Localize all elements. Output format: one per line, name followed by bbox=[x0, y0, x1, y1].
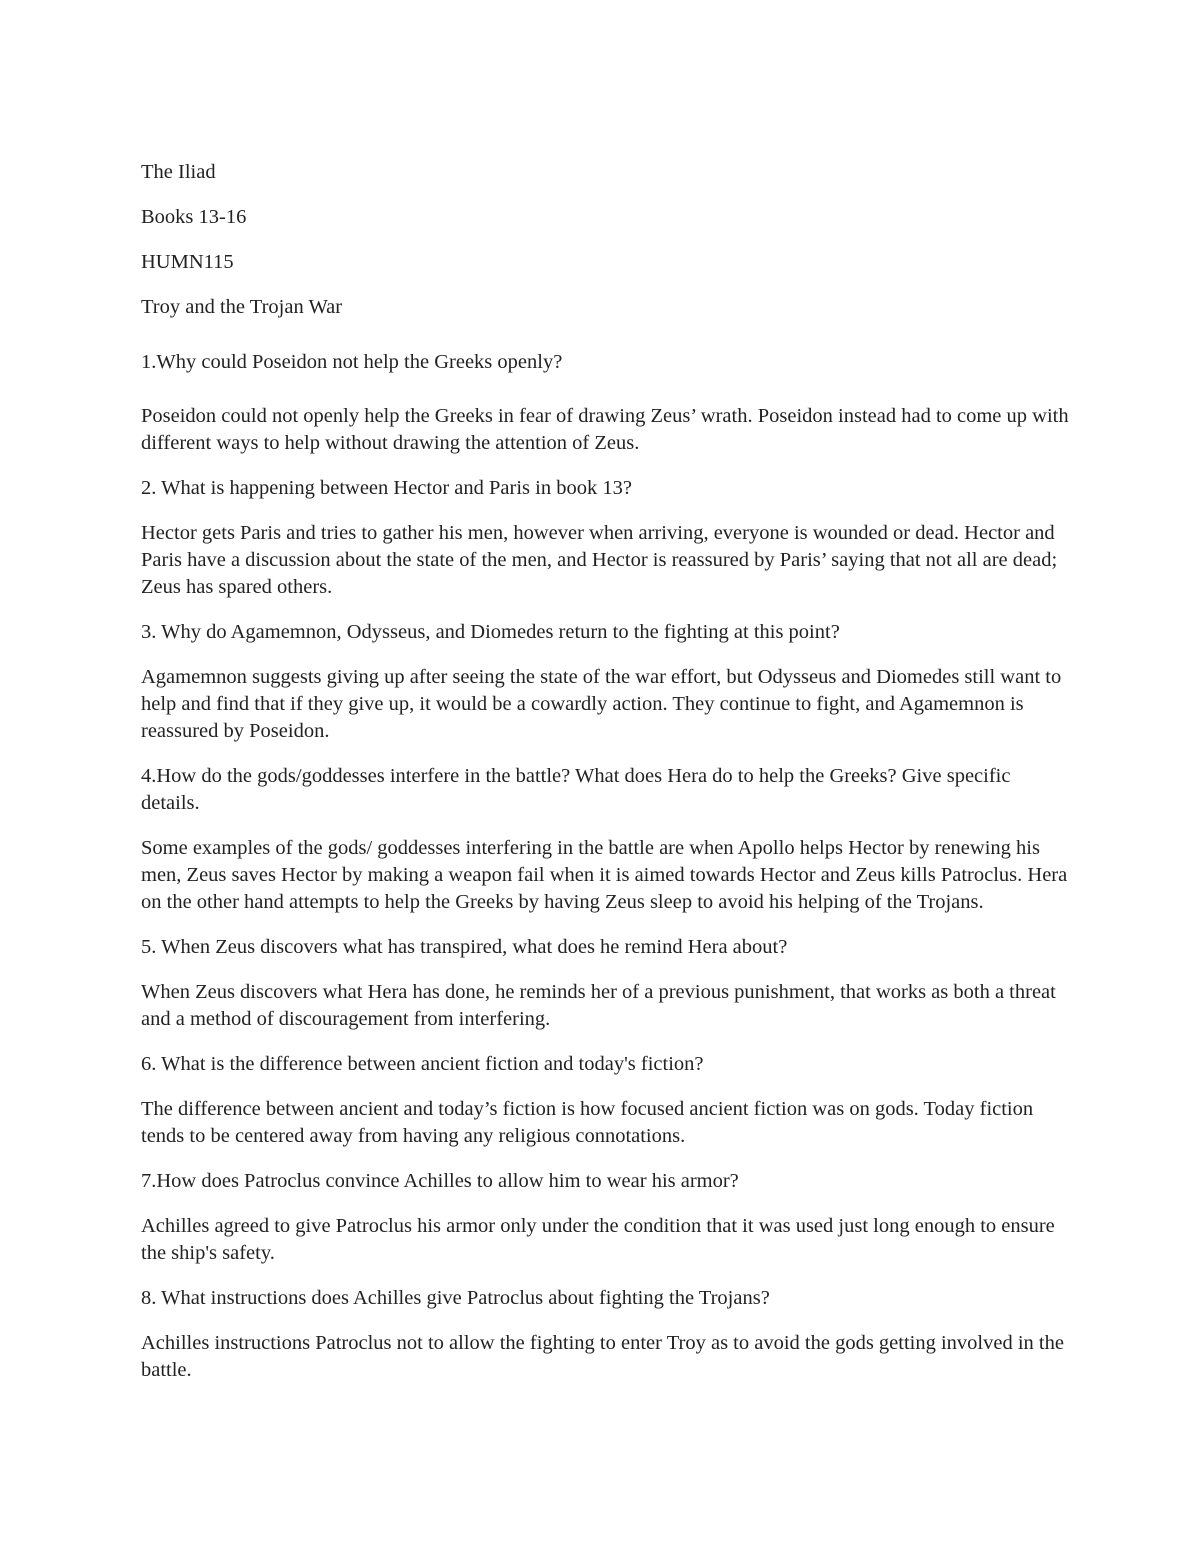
document-subject: Troy and the Trojan War bbox=[141, 296, 343, 318]
question-3: 3. Why do Agamemnon, Odysseus, and Diomedes return to the fighting at this point? bbox=[141, 621, 840, 643]
question-4: 4.How do the gods/goddesses interfere in the battle? What does Hera do to help the Greeks? Give specific details. bbox=[141, 765, 1011, 814]
question-5: 5. When Zeus discovers what has transpired, what does he remind Hera about? bbox=[141, 936, 788, 958]
document-title: The Iliad bbox=[141, 161, 216, 183]
answer-3: Agamemnon suggests giving up after seeing the state of the war effort, but Odysseus and Diomedes still want to help and find that if they give up, it would be a cowardly action. They continue to fight, and Agamemnon is reassured by Poseidon. bbox=[141, 666, 1062, 742]
question-7: 7.How does Patroclus convince Achilles to allow him to wear his armor? bbox=[141, 1170, 739, 1192]
question-2: 2. What is happening between Hector and Paris in book 13? bbox=[141, 477, 632, 499]
answer-6: The difference between ancient and today’s fiction is how focused ancient fiction was on gods. Today fiction tends to be centered away from having any religious connotations. bbox=[141, 1098, 1034, 1147]
question-6: 6. What is the difference between ancient fiction and today's fiction? bbox=[141, 1053, 704, 1075]
answer-1: Poseidon could not openly help the Greeks in fear of drawing Zeus’ wrath. Poseidon instead had to come up with different ways to help without drawing the attention of Zeus. bbox=[141, 405, 1069, 454]
answer-8: Achilles instructions Patroclus not to allow the fighting to enter Troy as to avoid the gods getting involved in the battle. bbox=[141, 1332, 1064, 1381]
course-code: HUMN115 bbox=[141, 251, 234, 273]
answer-5: When Zeus discovers what Hera has done, he reminds her of a previous punishment, that works as both a threat and a method of discouragement from interfering. bbox=[141, 981, 1056, 1030]
question-8: 8. What instructions does Achilles give Patroclus about fighting the Trojans? bbox=[141, 1287, 770, 1309]
answer-2: Hector gets Paris and tries to gather his men, however when arriving, everyone is wounded or dead. Hector and Paris have a discussion about the state of the men, and Hector is reassured by Paris’ saying that not all are dead; Zeus has spared others. bbox=[141, 522, 1058, 598]
answer-4: Some examples of the gods/ goddesses interfering in the battle are when Apollo helps Hector by renewing his men, Zeus saves Hector by making a weapon fail when it is aimed towards Hector and Zeus kills Patroclus. Hera on the other hand attempts to help the Greeks by having Zeus sleep to avoid his helping of the Trojans. bbox=[141, 837, 1068, 913]
answer-7: Achilles agreed to give Patroclus his armor only under the condition that it was used just long enough to ensure the ship's safety. bbox=[141, 1215, 1055, 1264]
books-range: Books 13-16 bbox=[141, 206, 247, 228]
document-body bbox=[141, 159, 1071, 1402]
question-1: 1.Why could Poseidon not help the Greeks openly? bbox=[141, 351, 563, 373]
